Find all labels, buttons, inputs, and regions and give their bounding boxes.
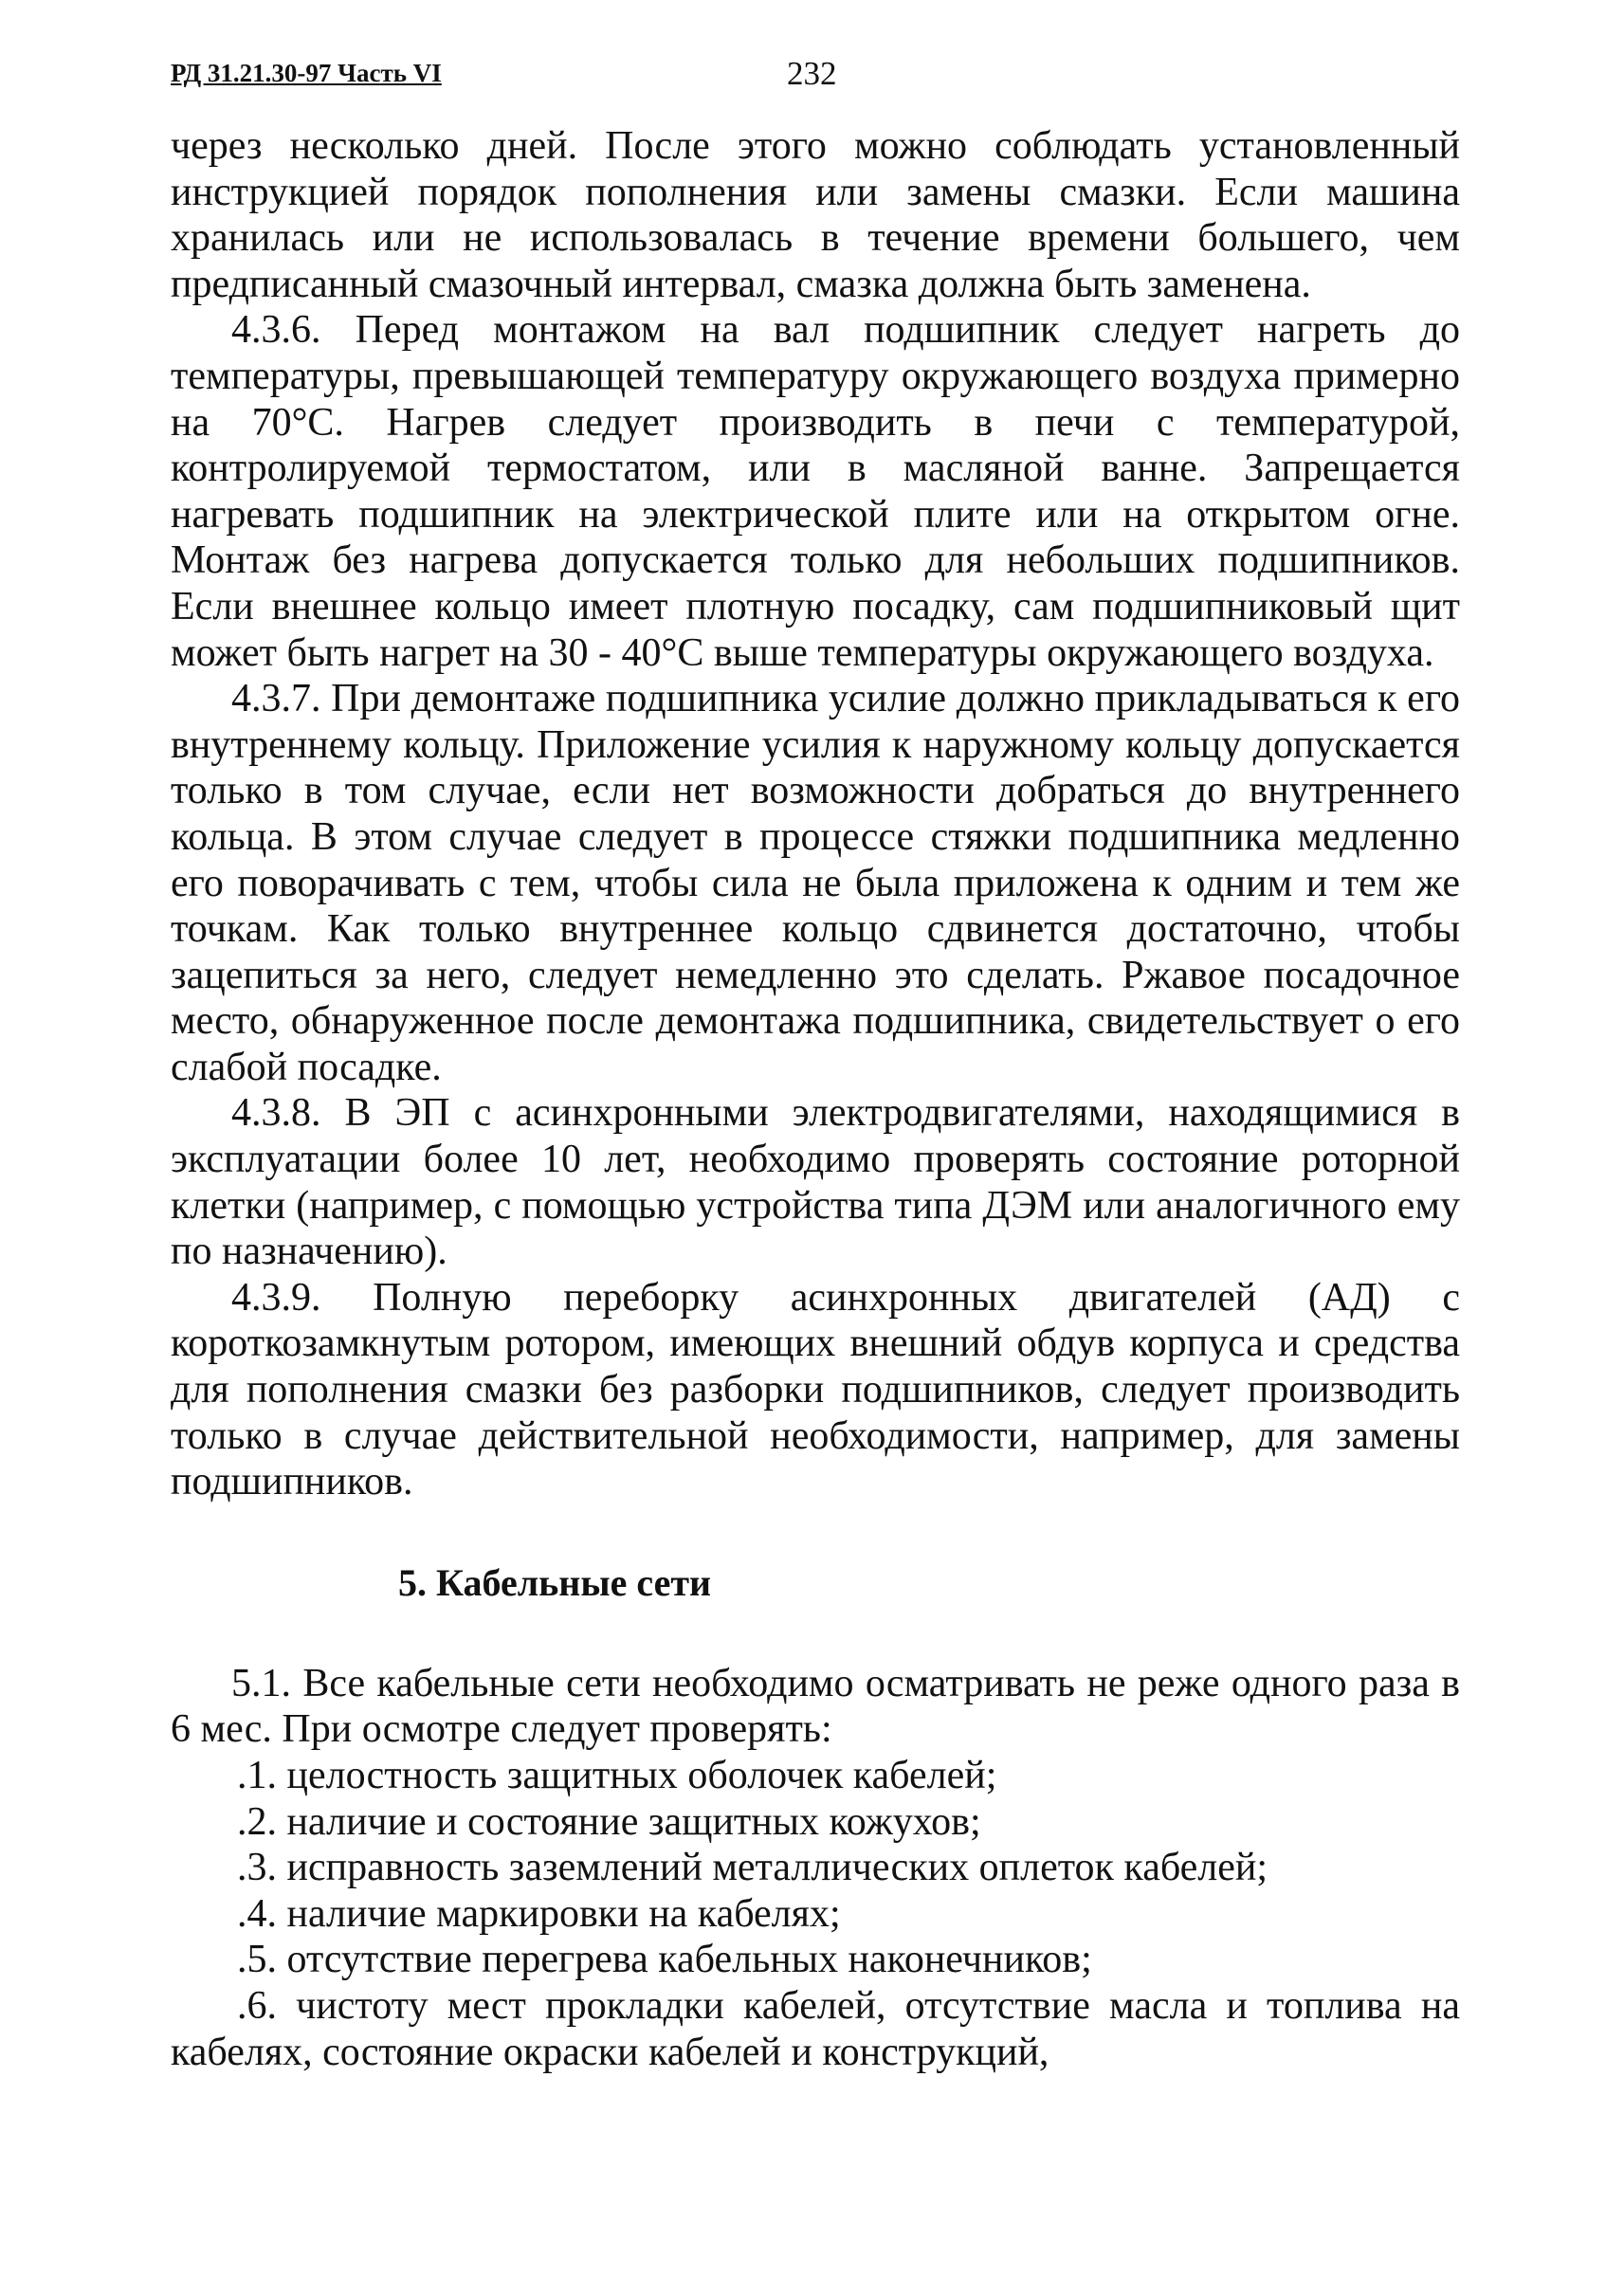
paragraph-5-1: 5.1. Все кабельные сети необходимо осматривать не реже одного раза в 6 мес. При осмотре следует проверять: [171,1661,1460,1752]
list-item: .3. исправность заземлений металлических оплеток кабелей; [237,1846,1268,1890]
page-number: 232 [787,55,837,92]
paragraph-4-3-9: 4.3.9. Полную переборку асинхронных двигателей (АД) с короткозамкнутым ротором, имеющих внешний обдув корпуса и средства для пополнения смазки без разборки подшипников, следует производить только в случае действительной необходимости, например, для замены подшипников. [171,1275,1460,1504]
paragraph-4-3-7: 4.3.7. При демонтаже подшипника усилие должно прикладываться к его внутреннему кольцу. Приложение усилия к наружному кольцу допускается только в том случае, если нет возможности добраться до внутреннего кольца. В этом случае следует в процессе стяжки подшипника медленно его поворачивать с тем, чтобы сила не была приложена к одним и тем же точкам. Как только внутреннее кольцо сдвинется достаточно, чтобы зацепиться за него, следует немедленно это сделать. Ржавое посадочное место, обнаруженное после демонтажа подшипника, свидетельствует о его слабой посадке. [171,677,1460,1089]
section-title: 5. Кабельные сети [398,1560,712,1604]
list-item: .6. чистоту мест прокладки кабелей, отсутствие масла и топлива на кабелях, состояние окраски кабелей и конструкций, [171,1983,1460,2074]
paragraph-4-3-8: 4.3.8. В ЭП с асинхронными электродвигателями, находящимися в эксплуатации более 10 лет, необходимо проверять состояние роторной клетки (например, с помощью устройства типа ДЭМ или аналогичного ему по назначению). [171,1091,1460,1274]
paragraph-continued: через несколько дней. После этого можно соблюдать установленный инструкцией порядок пополнения или замены смазки. Если машина хранилась или не использовалась в течение времени большего, чем предписанный смазочный интервал, смазка должна быть заменена. [171,124,1460,306]
list-item: .4. наличие маркировки на кабелях; [237,1891,841,1936]
document-code: РД 31.21.30-97 Часть VI [171,59,442,87]
page-header [171,55,1460,102]
list-item: .1. целостность защитных оболочек кабелей; [237,1754,997,1797]
list-item: .2. наличие и состояние защитных кожухов; [237,1799,981,1844]
paragraph-4-3-6: 4.3.6. Перед монтажом на вал подшипник следует нагреть до температуры, превышающей температуру окружающего воздуха примерно на 70°С. Нагрев следует производить в печи с температурой, контролируемой термостатом, или в масляной ванне. Запрещается нагревать подшипник на электрической плите или на открытом огне. Монтаж без нагрева допускается только для небольших подшипников. Если внешнее кольцо имеет плотную посадку, сам подшипниковый щит может быть нагрет на 30 - 40°С выше температуры окружающего воздуха. [171,308,1460,675]
page-body [171,123,1460,2075]
list-item: .5. отсутствие перегрева кабельных наконечников; [237,1938,1092,1982]
